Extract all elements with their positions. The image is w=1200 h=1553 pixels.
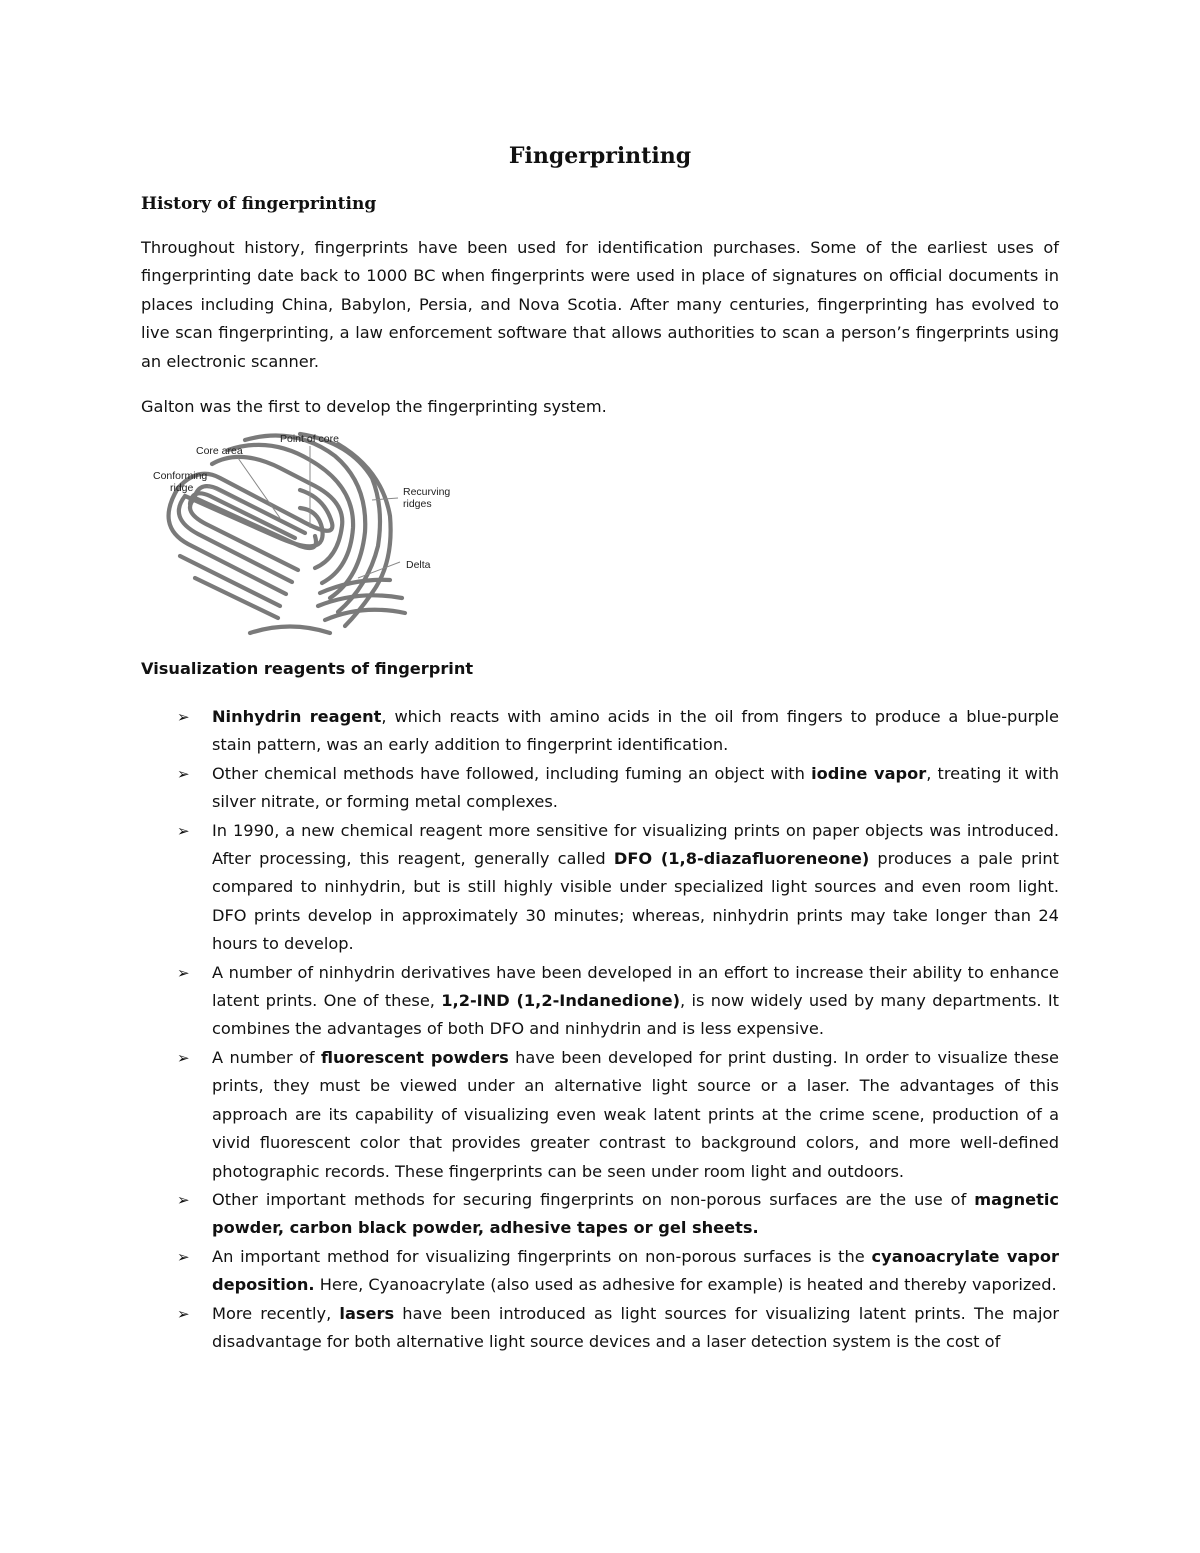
arrow-bullet-icon: ➢ (177, 1304, 190, 1323)
item-text: A number of (212, 1047, 321, 1067)
galton-paragraph: Galton was the first to develop the fingerprinting system. (141, 397, 607, 416)
bold-term: magnetic powder, carbon black powder, adhesive tapes or gel sheets. (212, 1189, 1059, 1238)
item-text: Here, Cyanoacrylate (also used as adhesive for example) is heated and thereby vaporized. (314, 1275, 1057, 1295)
item-text: An important method for visualizing fingerprints on non-porous surfaces is the (212, 1246, 872, 1266)
item-text: More recently, (212, 1303, 340, 1323)
list-item (141, 1186, 1059, 1243)
arrow-bullet-icon: ➢ (177, 1247, 190, 1266)
reagent-list (141, 703, 1059, 1356)
item-text: have been introduced as light sources for visualizing latent prints. The major disadvantage for both alternative light source devices and a laser detection system is the cost of (212, 1303, 1059, 1351)
item-text: In 1990, a new chemical reagent more sensitive for visualizing prints on paper objects was introduced. After processing, this reagent, generally called (212, 820, 1059, 869)
bold-term: cyanoacrylate vapor deposition. (212, 1246, 1059, 1295)
arrow-bullet-icon: ➢ (177, 1048, 190, 1067)
ridge-delta-4 (250, 627, 330, 634)
bold-term: lasers (339, 1303, 395, 1323)
fingerprint-diagram (150, 428, 470, 638)
item-text: , which reacts with amino acids in the oil from fingers to produce a blue-purple stain pattern, was an early addition to fingerprint identification. (212, 707, 1059, 755)
label-core-area: Core area (196, 445, 243, 457)
item-text: Other chemical methods have followed, including fuming an object with (212, 763, 812, 783)
history-paragraph: Throughout history, fingerprints have been used for identification purchases. Some of the earliest uses of fingerprinting date back to 1000 BC when fingerprints were used in place of signatures on official documents in places including China, Babylon, Persia, and Nova Scotia. After many centuries, fingerprinting has evolved to live scan fingerprinting, a law enforcement software that allows authorities to scan a person’s fingerprints using an electronic scanner. (141, 238, 1059, 371)
item-text: Other important methods for securing fingerprints on non-porous surfaces are the use of (212, 1189, 975, 1209)
pointer-delta (358, 562, 400, 578)
bold-term: Ninhydrin reagent (212, 707, 382, 726)
section-heading-visualization: Visualization reagents of fingerprint (141, 659, 474, 678)
ridge-loop-2 (179, 496, 323, 582)
arrow-bullet-icon: ➢ (177, 1190, 190, 1209)
bold-term: 1,2-IND (1,2-Indanedione) (441, 991, 681, 1011)
bold-term: DFO (1,8-diazafluoreneone) (613, 849, 870, 869)
item-text: produces a pale print compared to ninhydrin, but is still highly visible under specialized light sources and even room light. DFO prints develop in approximately 30 minutes; whereas, ninhydrin prints may take longer than 24 hours to develop. (212, 849, 1060, 954)
list-item (141, 1300, 1059, 1357)
label-recurving-ridges-line2: ridges (403, 498, 432, 510)
label-conforming-ridge-line2: ridge (170, 482, 194, 494)
document-title: Fingerprinting (508, 143, 692, 169)
list-item (141, 1243, 1059, 1300)
item-text: A number of ninhydrin derivatives have been developed in an effort to increase their ability to enhance latent prints. One of these, (212, 962, 1059, 1011)
label-pointers (208, 446, 400, 578)
section-heading-history: History of fingerprinting (141, 194, 377, 214)
item-text: , treating it with silver nitrate, or forming metal complexes. (212, 763, 1059, 812)
label-conforming-ridge-line1: Conforming (153, 470, 208, 482)
arrow-bullet-icon: ➢ (177, 708, 190, 726)
list-item (141, 703, 1059, 760)
label-recurving-ridges-line1: Recurving (403, 486, 451, 498)
item-text: , is now widely used by many departments. It combines the advantages of both DFO and ninhydrin and is less expensive. (212, 991, 1059, 1039)
list-item (141, 817, 1059, 959)
fingerprint-ridges (169, 434, 405, 633)
arrow-bullet-icon: ➢ (177, 764, 190, 783)
list-item (141, 760, 1059, 817)
list-item (141, 1044, 1059, 1186)
bold-term: iodine vapor (811, 763, 927, 783)
label-delta: Delta (406, 559, 431, 571)
bold-term: fluorescent powders (320, 1047, 509, 1067)
arrow-bullet-icon: ➢ (177, 963, 190, 982)
label-point-of-core: Point of core (280, 433, 339, 445)
list-item (141, 959, 1059, 1044)
arrow-bullet-icon: ➢ (177, 821, 190, 840)
item-text: have been developed for print dusting. In order to visualize these prints, they must be viewed under an alternative light source or a laser. The advantages of this approach are its capability of visualizing even weak latent prints at the crime scene, production of a vivid fluorescent color that provides greater contrast to background colors, and more well-defined photographic records. These fingerprints can be seen under room light and outdoors. (212, 1047, 1060, 1181)
